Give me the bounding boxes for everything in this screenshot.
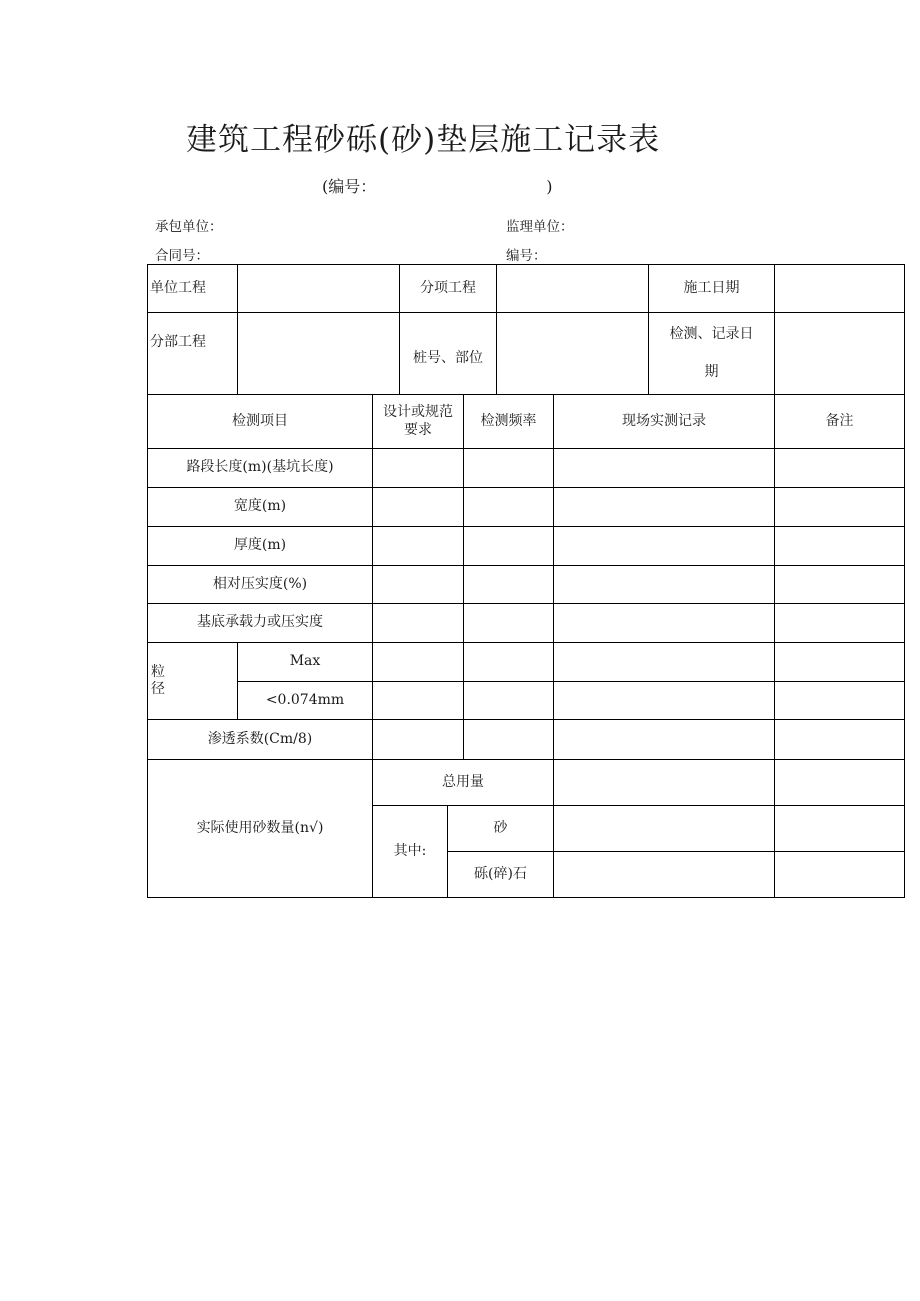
- cell-record[interactable]: [554, 719, 775, 759]
- col-spec-line1: 设计或规范: [383, 404, 453, 421]
- table-row: [148, 759, 905, 805]
- cell-frequency[interactable]: [464, 565, 554, 603]
- row-width-label: 宽度(m): [148, 487, 373, 526]
- row-permeability-label: 渗透系数(Cm/8): [148, 719, 373, 759]
- station-label: 桩号、部位: [400, 313, 497, 395]
- construction-date-label: 施工日期: [649, 265, 775, 313]
- unit-project-value[interactable]: [238, 265, 400, 313]
- row-fine-label: <0.074mm: [238, 681, 373, 719]
- sub-item-value[interactable]: [497, 265, 649, 313]
- table-row: [148, 719, 905, 759]
- table-row: [148, 565, 905, 603]
- cell-remark[interactable]: [775, 681, 905, 719]
- row-gravel-label: 砾(碎)石: [448, 851, 554, 897]
- header-info-table: [147, 264, 905, 395]
- row-total-label: 总用量: [373, 759, 554, 805]
- inspection-date-line1: 检测、记录日: [669, 325, 754, 342]
- inspection-date-label: [649, 313, 775, 395]
- cell-spec[interactable]: [373, 603, 464, 642]
- sub-item-label: 分项工程: [400, 265, 497, 313]
- cell-sand-record[interactable]: [554, 805, 775, 851]
- row-particle-label: [148, 642, 238, 719]
- inspection-date-line2: 期: [704, 363, 719, 380]
- cell-record[interactable]: [554, 526, 775, 565]
- inspection-table: [147, 395, 905, 898]
- table-row: [148, 526, 905, 565]
- cell-frequency[interactable]: [464, 642, 554, 681]
- inspection-date-value[interactable]: [775, 313, 905, 395]
- cell-frequency[interactable]: [464, 487, 554, 526]
- row-among-label: 其中:: [373, 805, 448, 897]
- table-row: [148, 603, 905, 642]
- cell-remark[interactable]: [775, 526, 905, 565]
- cell-gravel-record[interactable]: [554, 851, 775, 897]
- cell-frequency[interactable]: [464, 526, 554, 565]
- row-sand-label: 砂: [448, 805, 554, 851]
- record-number-close: ): [546, 177, 553, 196]
- cell-frequency[interactable]: [464, 719, 554, 759]
- row-thickness-label: 厚度(m): [148, 526, 373, 565]
- cell-frequency[interactable]: [464, 681, 554, 719]
- particle-line1: 粒: [151, 663, 165, 680]
- cell-record[interactable]: [554, 681, 775, 719]
- division-project-value[interactable]: [238, 313, 400, 395]
- record-number-label: (编号：: [322, 177, 377, 196]
- table-row: [148, 448, 905, 487]
- cell-spec[interactable]: [373, 719, 464, 759]
- col-frequency-header: 检测频率: [464, 395, 554, 448]
- cell-spec[interactable]: [373, 487, 464, 526]
- cell-record[interactable]: [554, 448, 775, 487]
- cell-record[interactable]: [554, 603, 775, 642]
- col-spec-line2: 要求: [404, 422, 432, 439]
- cell-frequency[interactable]: [464, 448, 554, 487]
- cell-record[interactable]: [554, 487, 775, 526]
- contractor-label: 承包单位：: [155, 219, 223, 235]
- cell-remark[interactable]: [775, 642, 905, 681]
- col-record-header: 现场实测记录: [554, 395, 775, 448]
- cell-spec[interactable]: [373, 526, 464, 565]
- row-bearing-label: 基底承载力或压实度: [148, 603, 373, 642]
- cell-spec[interactable]: [373, 565, 464, 603]
- table-row: [148, 642, 905, 681]
- cell-total-record[interactable]: [554, 759, 775, 805]
- cell-spec[interactable]: [373, 681, 464, 719]
- particle-line2: 径: [151, 680, 165, 697]
- col-item-header: 检测项目: [148, 395, 373, 448]
- cell-gravel-remark[interactable]: [775, 851, 905, 897]
- construction-date-value[interactable]: [775, 265, 905, 313]
- table-row: [148, 487, 905, 526]
- row-actual-usage-label: 实际使用砂数量(n√): [148, 759, 373, 897]
- cell-remark[interactable]: [775, 487, 905, 526]
- col-spec-header: [373, 395, 464, 448]
- row-compaction-label: 相对压实度(%): [148, 565, 373, 603]
- station-value[interactable]: [497, 313, 649, 395]
- division-project-label: 分部工程: [148, 313, 238, 395]
- cell-spec[interactable]: [373, 642, 464, 681]
- table-row: [148, 681, 905, 719]
- cell-remark[interactable]: [775, 565, 905, 603]
- page-title: 建筑工程砂砾(砂)垫层施工记录表: [186, 122, 661, 158]
- number-label: 编号：: [506, 248, 547, 264]
- cell-frequency[interactable]: [464, 603, 554, 642]
- supervisor-label: 监理单位：: [506, 219, 574, 235]
- cell-record[interactable]: [554, 642, 775, 681]
- col-remark-header: 备注: [775, 395, 905, 448]
- record-number-line: [322, 174, 553, 197]
- cell-total-remark[interactable]: [775, 759, 905, 805]
- cell-remark[interactable]: [775, 448, 905, 487]
- row-road-length-label: 路段长度(m)(基坑长度): [148, 448, 373, 487]
- unit-project-label: 单位工程: [148, 265, 238, 313]
- row-max-label: Max: [238, 642, 373, 681]
- cell-record[interactable]: [554, 565, 775, 603]
- cell-spec[interactable]: [373, 448, 464, 487]
- cell-remark[interactable]: [775, 603, 905, 642]
- cell-remark[interactable]: [775, 719, 905, 759]
- cell-sand-remark[interactable]: [775, 805, 905, 851]
- contract-label: 合同号：: [155, 248, 209, 264]
